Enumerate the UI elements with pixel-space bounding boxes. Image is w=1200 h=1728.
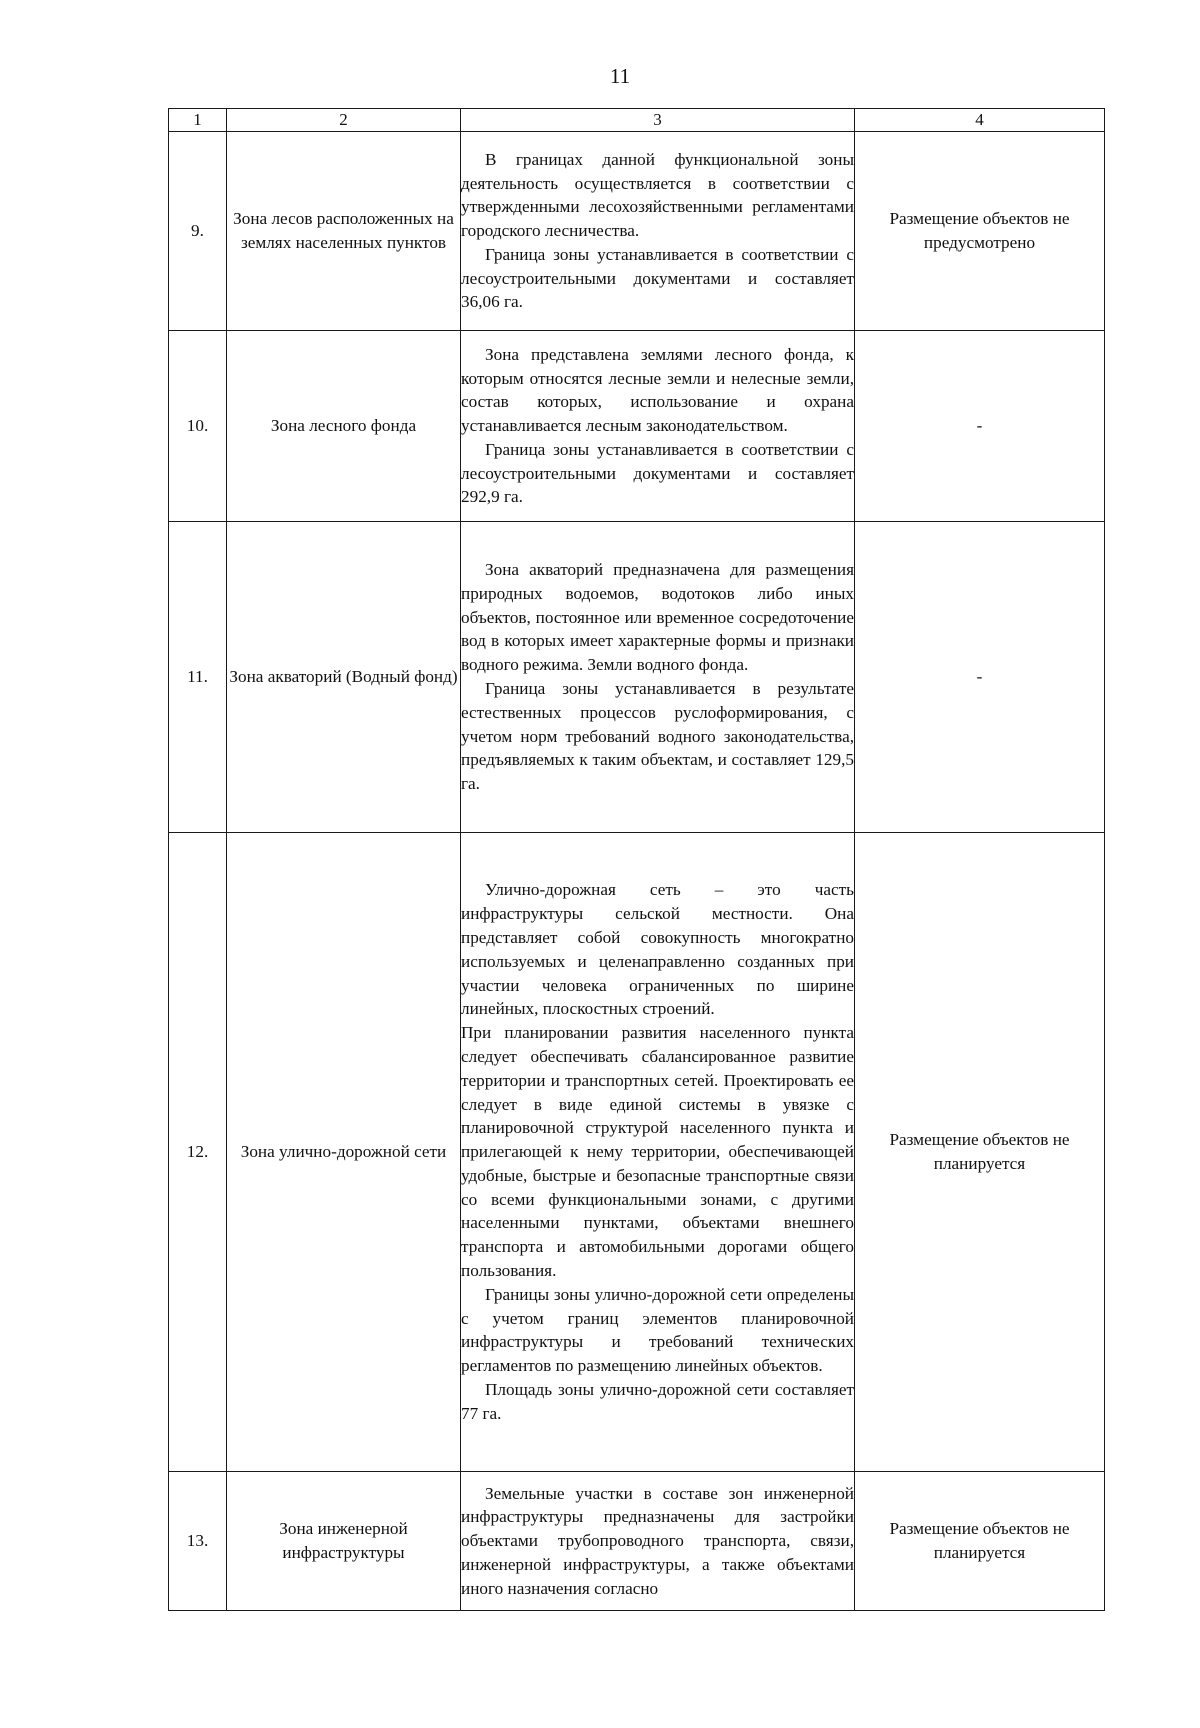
- header-cell-1: 1: [169, 109, 227, 132]
- row-number: 9.: [169, 132, 227, 331]
- placement-note: -: [855, 331, 1105, 522]
- table-header-row: [169, 109, 1105, 132]
- zone-description: [461, 132, 855, 331]
- description-paragraph: Граница зоны устанавливается в соответствии с лесоустроительными документами и составляет 36,06 га.: [461, 244, 854, 312]
- description-paragraph: Зона представлена землями лесного фонда, к которым относятся лесные земли и нелесные земли, состав которых, использование и охрана устанавливается лесным законодательством.: [461, 344, 854, 436]
- placement-note: Размещение объектов не планируется: [855, 1472, 1105, 1611]
- header-cell-2: 2: [227, 109, 461, 132]
- table-row: [169, 132, 1105, 331]
- placement-note: Размещение объектов не планируется: [855, 833, 1105, 1472]
- zone-description: [461, 833, 855, 1472]
- zones-table: [168, 108, 1105, 1611]
- zone-name: Зона лесного фонда: [227, 331, 461, 522]
- description-paragraph: При планировании развития населенного пункта следует обеспечивать сбалансированное развитие территории и транспортных сетей. Проектировать ее следует в виде единой системы в увязке с планировочной структурой населенного пункта и прилегающей к нему территории, обеспечивающей удобные, быстрые и безопасные транспортные связи со всеми функциональными зонами, с другими населенными пунктами, объектами внешнего транспорта и автомобильными дорогами общего пользования.: [461, 1023, 854, 1281]
- placement-note: Размещение объектов не предусмотрено: [855, 132, 1105, 331]
- zone-name: Зона инженерной инфраструктуры: [227, 1472, 461, 1611]
- description-paragraph: Границы зоны улично-дорожной сети определены с учетом границ элементов планировочной инфраструктуры и требований технических регламентов по размещению линейных объектов.: [461, 1284, 854, 1376]
- zone-description: [461, 1472, 855, 1611]
- row-number: 12.: [169, 833, 227, 1472]
- description-paragraph: В границах данной функциональной зоны деятельность осуществляется в соответствии с утвержденными лесохозяйственными регламентами городского лесничества.: [461, 149, 854, 241]
- zone-name: Зона акваторий (Водный фонд): [227, 522, 461, 833]
- table-row: [169, 522, 1105, 833]
- page-number: 11: [609, 64, 631, 88]
- description-paragraph: Граница зоны устанавливается в результате естественных процессов руслоформирования, с учетом норм требований водного законодательства, предъявляемых к таким объектам, и составляет 129,5 га.: [461, 679, 854, 794]
- table-row: [169, 833, 1105, 1472]
- header-cell-3: 3: [461, 109, 855, 132]
- description-paragraph: Улично-дорожная сеть – это часть инфраструктуры сельской местности. Она представляет собой совокупность многократно используемых и целенаправленно созданных при участии человека ограниченных по ширине линейных, плоскостных строений.: [461, 880, 854, 1019]
- description-paragraph: Граница зоны устанавливается в соответствии с лесоустроительными документами и составляет 292,9 га.: [461, 439, 854, 507]
- zone-name: Зона лесов расположенных на землях населенных пунктов: [227, 132, 461, 331]
- table-row: [169, 1472, 1105, 1611]
- zone-description: [461, 331, 855, 522]
- row-number: 10.: [169, 331, 227, 522]
- description-paragraph: Зона акваторий предназначена для размещения природных водоемов, водотоков либо иных объектов, постоянное или временное сосредоточение вод в которых имеет характерные формы и признаки водного режима. Земли водного фонда.: [461, 560, 854, 675]
- row-number: 11.: [169, 522, 227, 833]
- description-paragraph: Земельные участки в составе зон инженерной инфраструктуры предназначены для застройки объектами трубопроводного транспорта, связи, инженерной инфраструктуры, а также объектами иного назначения согласно: [461, 1483, 854, 1598]
- row-number: 13.: [169, 1472, 227, 1611]
- zone-name: Зона улично-дорожной сети: [227, 833, 461, 1472]
- zone-description: [461, 522, 855, 833]
- description-paragraph: Площадь зоны улично-дорожной сети составляет 77 га.: [461, 1380, 854, 1423]
- table-row: [169, 331, 1105, 522]
- placement-note: -: [855, 522, 1105, 833]
- header-cell-4: 4: [855, 109, 1105, 132]
